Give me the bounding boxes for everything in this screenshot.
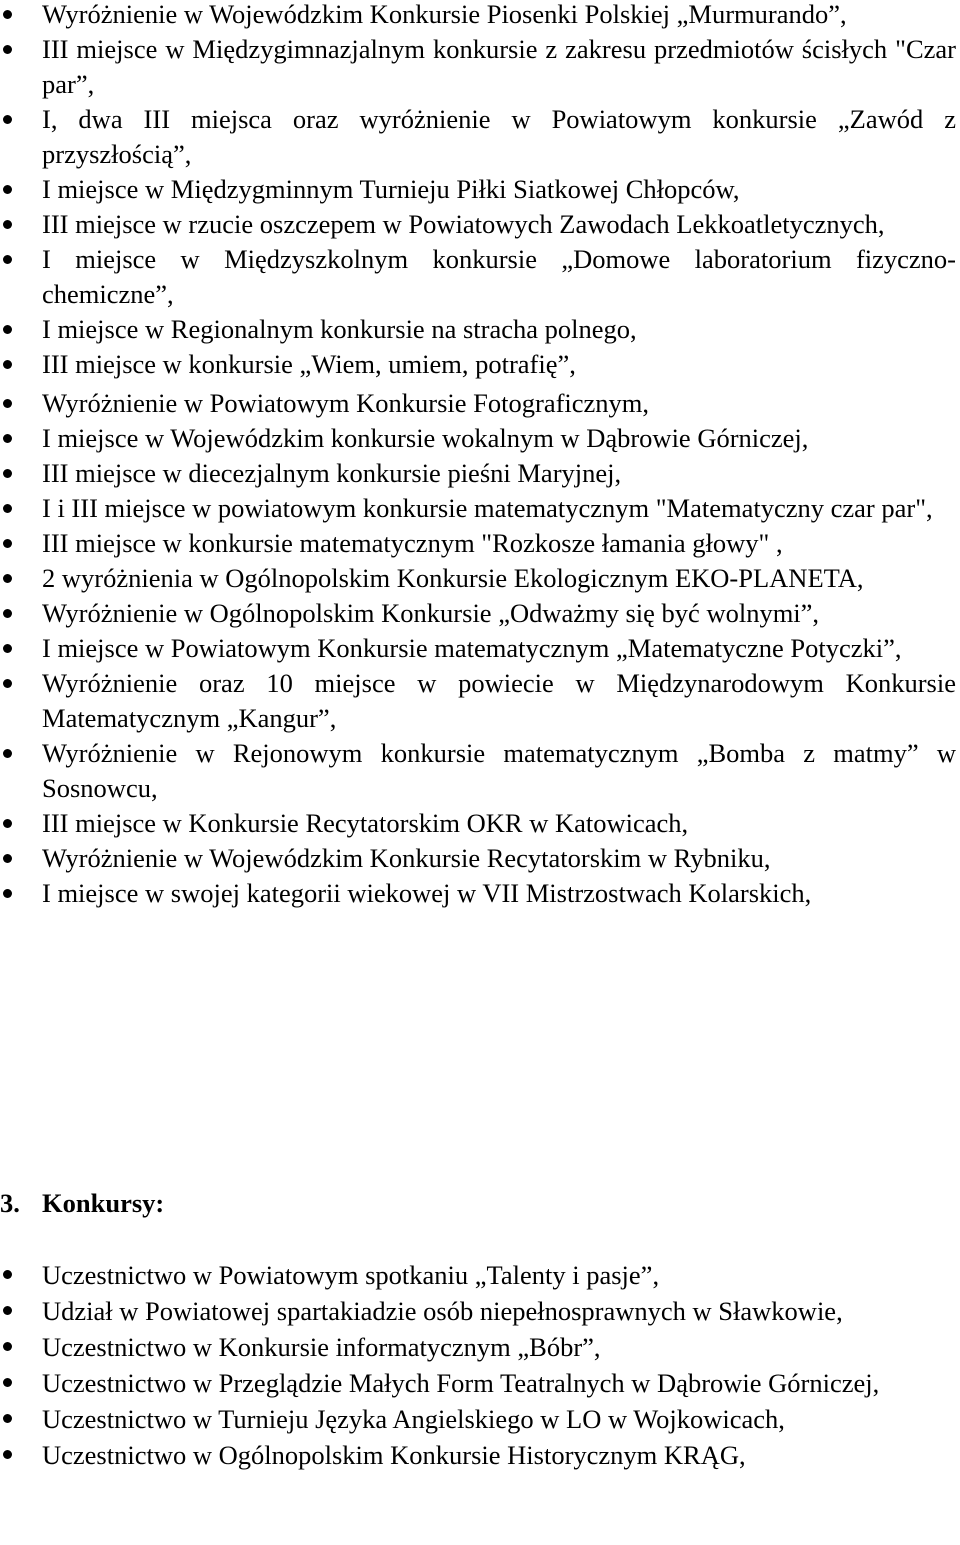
list-item: I miejsce w Powiatowym Konkursie matematycznym „Matematyczne Potyczki”, bbox=[0, 631, 956, 666]
list-item: Uczestnictwo w Przeglądzie Małych Form Teatralnych w Dąbrowie Górniczej, bbox=[0, 1365, 956, 1401]
list-item: Wyróżnienie w Ogólnopolskim Konkursie „Odważmy się być wolnymi”, bbox=[0, 596, 956, 631]
list-item: Wyróżnienie oraz 10 miejsce w powiecie w Międzynarodowym Konkursie Matematycznym „Kangur”, bbox=[0, 666, 956, 736]
list-item: III miejsce w Międzygimnazjalnym konkursie z zakresu przedmiotów ścisłych "Czar par”, bbox=[0, 32, 956, 102]
list-item: I miejsce w Międzyszkolnym konkursie „Domowe laboratorium fizyczno-chemiczne”, bbox=[0, 242, 956, 312]
list-item: I, dwa III miejsca oraz wyróżnienie w Powiatowym konkursie „Zawód z przyszłością”, bbox=[0, 102, 956, 172]
list-item: I miejsce w swojej kategorii wiekowej w VII Mistrzostwach Kolarskich, bbox=[0, 876, 956, 911]
section-title: Konkursy: bbox=[42, 1188, 165, 1218]
list-item: I i III miejsce w powiatowym konkursie matematycznym "Matematyczny czar par", bbox=[0, 491, 956, 526]
list-item: III miejsce w konkursie matematycznym "Rozkosze łamania głowy" , bbox=[0, 526, 956, 561]
list-item: Udział w Powiatowej spartakiadzie osób niepełnosprawnych w Sławkowie, bbox=[0, 1293, 956, 1329]
list-item: Uczestnictwo w Turnieju Języka Angielskiego w LO w Wojkowicach, bbox=[0, 1401, 956, 1437]
list-item: Uczestnictwo w Powiatowym spotkaniu „Talenty i pasje”, bbox=[0, 1257, 956, 1293]
list-item: III miejsce w rzucie oszczepem w Powiatowych Zawodach Lekkoatletycznych, bbox=[0, 207, 956, 242]
list-item: I miejsce w Wojewódzkim konkursie wokalnym w Dąbrowie Górniczej, bbox=[0, 421, 956, 456]
list-item: I miejsce w Międzygminnym Turnieju Piłki Siatkowej Chłopców, bbox=[0, 172, 956, 207]
list-item: Wyróżnienie w Rejonowym konkursie matematycznym „Bomba z matmy” w Sosnowcu, bbox=[0, 736, 956, 806]
list-item: Wyróżnienie w Wojewódzkim Konkursie Recytatorskim w Rybniku, bbox=[0, 841, 956, 876]
section-heading bbox=[0, 1185, 164, 1221]
list-item: Wyróżnienie w Wojewódzkim Konkursie Piosenki Polskiej „Murmurando”, bbox=[0, 0, 956, 32]
list-item: III miejsce w Konkursie Recytatorskim OKR w Katowicach, bbox=[0, 806, 956, 841]
list-item: III miejsce w diecezjalnym konkursie pieśni Maryjnej, bbox=[0, 456, 956, 491]
list-item: 2 wyróżnienia w Ogólnopolskim Konkursie Ekologicznym EKO-PLANETA, bbox=[0, 561, 956, 596]
list-item: III miejsce w konkursie „Wiem, umiem, potrafię”, bbox=[0, 347, 956, 382]
list-item: Uczestnictwo w Ogólnopolskim Konkursie Historycznym KRĄG, bbox=[0, 1437, 956, 1473]
list-item: Wyróżnienie w Powiatowym Konkursie Fotograficznym, bbox=[0, 386, 956, 421]
list-item: Uczestnictwo w Konkursie informatycznym „Bóbr”, bbox=[0, 1329, 956, 1365]
section-number: 3. bbox=[0, 1188, 20, 1218]
contests-list bbox=[0, 1257, 956, 1473]
list-item: I miejsce w Regionalnym konkursie na stracha polnego, bbox=[0, 312, 956, 347]
